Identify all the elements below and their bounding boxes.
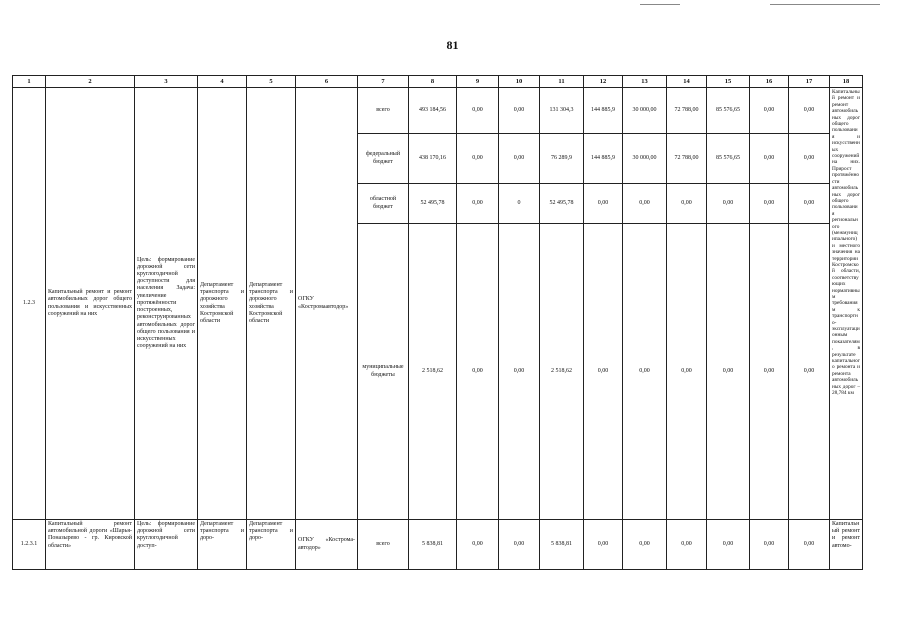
col-header: 11 (540, 76, 584, 88)
col-header: 13 (623, 76, 667, 88)
table-row (13, 520, 863, 570)
value-cell: 0,00 (707, 184, 750, 224)
col-header: 7 (358, 76, 409, 88)
value-cell: 52 495,78 (540, 184, 584, 224)
program-table (12, 75, 863, 570)
col-header: 9 (457, 76, 499, 88)
value-cell: 0,00 (750, 184, 789, 224)
item-goal: Цель: формирование дорожной сети круглогодичной доступ- (135, 520, 198, 570)
item-executor: Департамент транспорта и дорожного хозяйства Костромской области (198, 88, 247, 520)
value-cell: 0,00 (457, 224, 499, 520)
table-row (13, 88, 863, 134)
value-cell: 0,00 (789, 134, 830, 184)
value-cell: 438 170,16 (409, 134, 457, 184)
value-cell: 0,00 (750, 88, 789, 134)
col-header: 4 (198, 76, 247, 88)
value-cell: 0,00 (750, 224, 789, 520)
item-name: Капитальный ремонт автомобильной дороги «Шарья-Поназырево - гр. Кировской области» (46, 520, 135, 570)
value-cell: 0 (499, 184, 540, 224)
value-cell: 0,00 (789, 88, 830, 134)
value-cell: 0,00 (667, 520, 707, 570)
item-organization: ОГКУ «Костромаавтодор» (296, 88, 358, 520)
value-cell: 0,00 (750, 520, 789, 570)
value-cell: 5 838,81 (409, 520, 457, 570)
scan-top-line (640, 4, 680, 5)
value-cell: 144 885,9 (584, 134, 623, 184)
value-cell: 76 289,9 (540, 134, 584, 184)
value-cell: 493 184,56 (409, 88, 457, 134)
funding-source: всего (358, 88, 409, 134)
item-name: Капитальный ремонт и ремонт автомобильных дорог общего пользования и искусственных сооружений на них (46, 88, 135, 520)
value-cell: 0,00 (667, 224, 707, 520)
value-cell: 0,00 (499, 134, 540, 184)
col-header: 5 (247, 76, 296, 88)
col-header: 3 (135, 76, 198, 88)
value-cell: 72 788,00 (667, 88, 707, 134)
value-cell: 30 000,00 (623, 88, 667, 134)
value-cell: 0,00 (499, 520, 540, 570)
value-cell: 30 000,00 (623, 134, 667, 184)
col-header: 10 (499, 76, 540, 88)
value-cell: 0,00 (707, 520, 750, 570)
col-header: 14 (667, 76, 707, 88)
scan-top-line (770, 4, 880, 5)
value-cell: 0,00 (789, 520, 830, 570)
col-header: 8 (409, 76, 457, 88)
value-cell: 85 576,65 (707, 134, 750, 184)
value-cell: 131 304,3 (540, 88, 584, 134)
page-number: 81 (446, 38, 459, 52)
value-cell: 0,00 (584, 520, 623, 570)
col-header: 12 (584, 76, 623, 88)
value-cell: 0,00 (707, 224, 750, 520)
funding-source: областной бюджет (358, 184, 409, 224)
value-cell: 0,00 (457, 520, 499, 570)
funding-source: федеральный бюджет (358, 134, 409, 184)
col-header: 15 (707, 76, 750, 88)
col-header: 16 (750, 76, 789, 88)
item-executor: Департамент транспорта и доро- (198, 520, 247, 570)
column-number-row (13, 76, 863, 88)
value-cell: 0,00 (457, 134, 499, 184)
value-cell: 0,00 (789, 224, 830, 520)
item-result: Капитальный ремонт и ремонт автомобильных дорог общего пользования и искусственных сооружений на них. Прирост протяжённости автомобильных дорог общего пользования регионального (межмуниципального) и местного значения на территории Костромской области, соответствующих нормативным требованиям к транспортно-эксплуатационным показателям, в результате капитального ремонта и ремонта автомобильных дорог – 28,784 км (830, 88, 863, 520)
value-cell: 0,00 (499, 224, 540, 520)
value-cell: 0,00 (750, 134, 789, 184)
item-code: 1.2.3.1 (13, 520, 46, 570)
item-coexecutor: Департамент транспорта и дорожного хозяйства Костромской области (247, 88, 296, 520)
item-result: Капитальный ремонт и ремонт автомо- (830, 520, 863, 570)
value-cell: 0,00 (499, 88, 540, 134)
value-cell: 2 518,62 (409, 224, 457, 520)
value-cell: 0,00 (623, 520, 667, 570)
funding-source: муниципальные бюджеты (358, 224, 409, 520)
funding-source: всего (358, 520, 409, 570)
value-cell: 85 576,65 (707, 88, 750, 134)
item-code: 1.2.3 (13, 88, 46, 520)
value-cell: 0,00 (457, 88, 499, 134)
value-cell: 5 838,81 (540, 520, 584, 570)
value-cell: 2 518,62 (540, 224, 584, 520)
value-cell: 144 885,9 (584, 88, 623, 134)
col-header: 6 (296, 76, 358, 88)
item-organization: ОГКУ «Кострома-автодор» (296, 520, 358, 570)
col-header: 18 (830, 76, 863, 88)
value-cell: 0,00 (584, 184, 623, 224)
value-cell: 0,00 (623, 184, 667, 224)
item-coexecutor: Департамент транспорта и доро- (247, 520, 296, 570)
col-header: 2 (46, 76, 135, 88)
value-cell: 0,00 (623, 224, 667, 520)
value-cell: 0,00 (667, 184, 707, 224)
col-header: 17 (789, 76, 830, 88)
item-goal: Цель: формирование дорожной сети круглогодичной доступности для населения Задача: увеличение протяжённости построенных, реконструированных автомобильных дорог общего пользования и искусственных сооружений на них (135, 88, 198, 520)
value-cell: 52 495,78 (409, 184, 457, 224)
value-cell: 0,00 (789, 184, 830, 224)
col-header: 1 (13, 76, 46, 88)
value-cell: 0,00 (584, 224, 623, 520)
value-cell: 72 788,00 (667, 134, 707, 184)
value-cell: 0,00 (457, 184, 499, 224)
